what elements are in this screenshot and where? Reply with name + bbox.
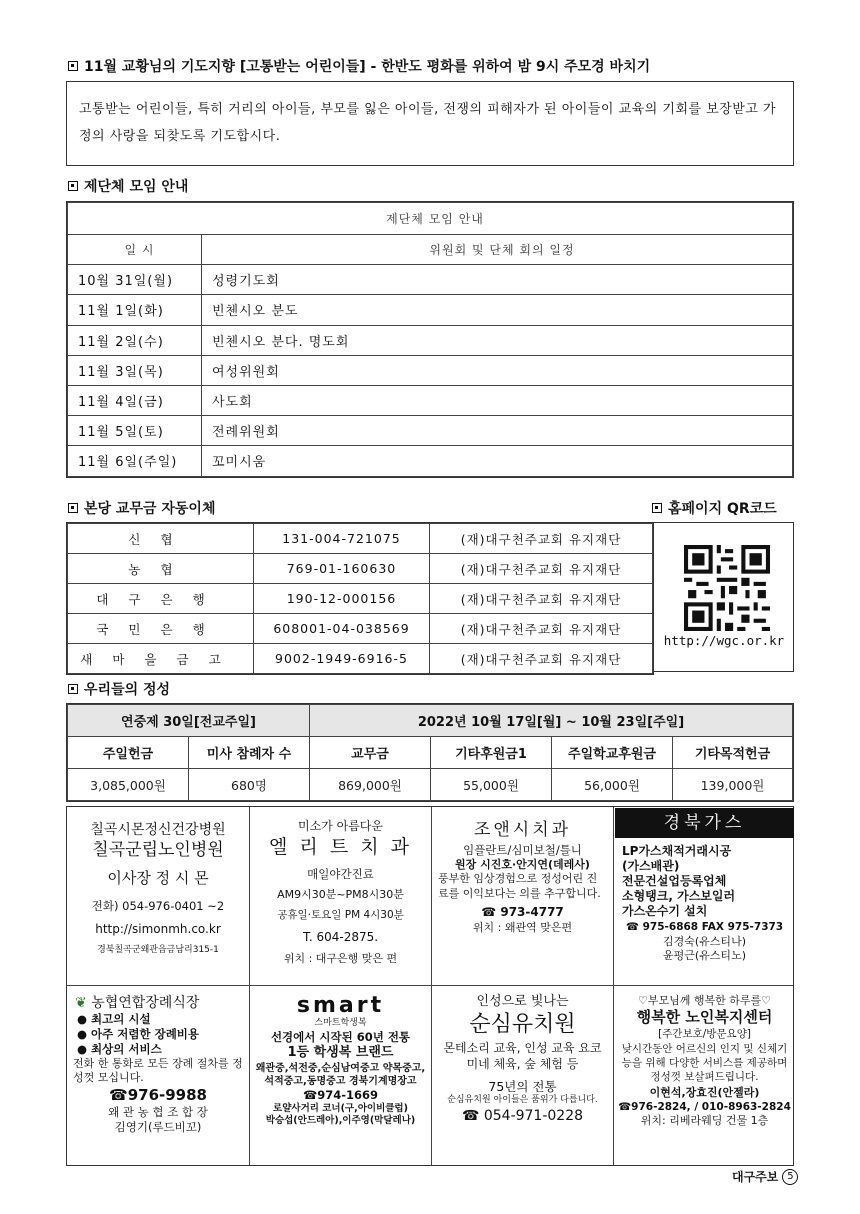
ad-funeral-text: 전화 한 통화로 모든 장례 절차를 정성껏 모십니다. xyxy=(73,1057,243,1085)
meetings-title-text: 제단체 모임 안내 xyxy=(84,179,189,195)
ad-smart-owners: 박승섭(안드레아),이주영(막달레나) xyxy=(265,1114,416,1126)
ad-joanshi-text: 풍부한 임상경험으로 정성어린 진료를 이익보다는 의를 추구합니다. xyxy=(438,872,601,900)
account-number[interactable]: 190-12-000156 xyxy=(254,584,430,614)
ad-dental-hours: AM9시30분~PM8시30분 xyxy=(277,888,404,902)
ad-funeral-phone: ☎976-9988 xyxy=(109,1085,207,1104)
table-row xyxy=(68,325,793,355)
square-bullet-icon xyxy=(652,503,662,513)
table-row xyxy=(68,385,793,415)
ad-smart-schools: 왜관중,석전중,순심남여중고 약목중고,석적중고,동명중고 경북기계명장고 xyxy=(255,1062,426,1087)
qr-code-icon[interactable] xyxy=(684,545,770,631)
ad-senior-location: 위치: 리베라웨딩 건물 1층 xyxy=(640,1114,769,1128)
ad-hospital-director: 이사장 정 시 몬 xyxy=(107,869,209,888)
ad-gas-line1: LP가스채적거래시공 xyxy=(622,844,732,859)
meeting-event: 사도회 xyxy=(202,385,793,415)
ad-dental-phone: T. 604-2875. xyxy=(302,930,379,945)
account-holder: (재)대구천주교회 유지재단 xyxy=(430,644,653,674)
account-holder: (재)대구천주교회 유지재단 xyxy=(430,614,653,644)
meeting-event: 전례위원회 xyxy=(202,416,793,446)
account-holder: (재)대구천주교회 유지재단 xyxy=(430,524,653,554)
table-row xyxy=(68,355,793,385)
bank-title-text: 본당 교무금 자동이체 xyxy=(84,501,216,517)
value-mass-attendance: 680명 xyxy=(189,769,310,801)
header-mass-attendance: 미사 참례자 수 xyxy=(189,737,310,769)
header-sunday-offering: 주일헌금 xyxy=(68,737,189,769)
table-row xyxy=(68,614,653,644)
meeting-event: 빈첸시오 분도 xyxy=(202,295,793,325)
meeting-date: 11월 6일(주일) xyxy=(68,446,202,476)
ad-senior-name: 행복한 노인복지센터 xyxy=(636,1008,773,1027)
ad-kindergarten xyxy=(432,986,613,1167)
ad-hospital-phone: 전화) 054-976-0401 ~2 xyxy=(91,898,225,913)
page-number: 5 xyxy=(782,1169,798,1185)
prayer-title-text: 11월 교황님의 기도지향 [고통받는 어린이들] - 한반도 평화를 위하여 밤 9시 주모경 바치기 xyxy=(84,59,651,75)
bank-name: 국민은행 xyxy=(68,614,254,644)
bank-name: 대구은행 xyxy=(68,584,254,614)
ad-dental-name: 엘 리 트 치 과 xyxy=(269,835,412,858)
ad-dental-location: 위치 : 대구은행 맞은 편 xyxy=(283,951,398,965)
ad-smart-uniform xyxy=(250,986,431,1167)
ad-hospital xyxy=(67,807,249,985)
ad-hospital-address: 경북칠곡군왜관읍금남리315-1 xyxy=(97,945,219,956)
table-row xyxy=(68,446,793,476)
ad-joanshi-location: 위치 : 왜관역 맞은편 xyxy=(472,920,573,934)
ad-smart-brand: 스마트학생복 xyxy=(314,1018,367,1029)
ad-kinder-slogan: 인성으로 빛나는 xyxy=(476,994,569,1009)
meeting-date: 11월 4일(금) xyxy=(68,385,202,415)
offerings-section-title xyxy=(68,679,170,699)
ad-kinder-tagline: 순심유치원 아이들은 품위가 다릅니다. xyxy=(447,1094,598,1105)
ad-senior-services: [주간보호/방문요양] xyxy=(658,1027,751,1040)
ad-gas-line3: 전문건설업등록업체 xyxy=(622,874,727,889)
ad-funeral-hall xyxy=(67,986,249,1167)
table-row xyxy=(68,295,793,325)
bank-name: 농협 xyxy=(68,554,254,584)
account-number[interactable]: 769-01-160630 xyxy=(254,554,430,584)
ads-grid xyxy=(66,806,794,1166)
ad-kinder-tradition: 75년의 전통 xyxy=(488,1078,557,1094)
ad-hospital-url[interactable]: http://simonmh.co.kr xyxy=(95,921,221,936)
value-other-support: 55,000원 xyxy=(431,769,552,801)
header-parish-dues: 교무금 xyxy=(310,737,431,769)
qr-section-title xyxy=(652,498,777,518)
ad-gas-line5: 가스온수기 설치 xyxy=(622,904,708,919)
table-row xyxy=(68,769,793,801)
meeting-event: 빈첸시오 분다. 명도회 xyxy=(202,325,793,355)
meeting-date: 11월 5일(토) xyxy=(68,416,202,446)
ad-senior-phone: ☎976-2824, / 010-8963-2824 xyxy=(618,1100,791,1113)
meetings-table xyxy=(66,201,794,478)
meeting-event: 성령기도회 xyxy=(202,265,793,295)
value-other-purpose: 139,000원 xyxy=(673,769,793,801)
ad-funeral-coop: 왜 관 농 협 조 합 장 xyxy=(108,1105,208,1120)
ad-kinder-name: 순심유치원 xyxy=(469,1011,576,1037)
ad-gas-owner2: 윤평근(유스티노) xyxy=(663,949,746,963)
offerings-table xyxy=(66,703,794,802)
ad-joanshi-name: 조앤시치과 xyxy=(473,820,572,840)
prayer-box xyxy=(66,81,794,166)
account-number[interactable]: 608001-04-038569 xyxy=(254,614,430,644)
ad-smart-phone: ☎974-1669 xyxy=(302,1087,379,1102)
bank-name: 새마을금고 xyxy=(68,644,254,674)
account-number[interactable]: 131-004-721075 xyxy=(254,524,430,554)
ad-elite-dental xyxy=(250,807,431,985)
ad-senior-text: 낮시간동안 어르신의 인지 및 신체기능을 위해 다양한 서비스를 제공하며 정성껏 보살펴드립니다. xyxy=(621,1043,788,1083)
bank-section-title xyxy=(68,498,215,518)
meetings-section-title xyxy=(68,176,188,196)
qr-title-text: 홈페이지 QR코드 xyxy=(668,501,777,517)
ad-gas-phone: ☎ 975-6868 FAX 975-7373 xyxy=(625,921,784,934)
account-number[interactable]: 9002-1949-6916-5 xyxy=(254,644,430,674)
period-label: 2022년 10월 17일[월] ~ 10월 23일[주일] xyxy=(310,705,793,737)
bank-name: 신협 xyxy=(68,524,254,554)
leaf-icon: ❦ xyxy=(75,995,87,1011)
header-other-purpose: 기타목적헌금 xyxy=(673,737,793,769)
square-bullet-icon xyxy=(68,684,78,694)
table-row xyxy=(68,416,793,446)
meeting-date: 11월 2일(수) xyxy=(68,325,202,355)
ad-senior-owners: 이현석,장효진(안젤라) xyxy=(649,1086,760,1100)
meeting-event: 꼬미시움 xyxy=(202,446,793,476)
table-row xyxy=(68,554,653,584)
meeting-event: 여성위원회 xyxy=(202,355,793,385)
meeting-date: 11월 3일(목) xyxy=(68,355,202,385)
value-sunday-school: 56,000원 xyxy=(552,769,673,801)
ad-gas-owner1: 김경숙(유스티나) xyxy=(663,934,746,948)
value-sunday-offering: 3,085,000원 xyxy=(68,769,189,801)
ad-senior-center xyxy=(614,986,795,1167)
ad-joanshi-director: 원장 시진호·안지연(데레사) xyxy=(455,858,590,872)
prayer-text: 고통받는 어린이들, 특히 거리의 아이들, 부모를 잃은 아이들, 전쟁의 피해자가 된 아이들이 교육의 기회를 보장받고 가정의 사랑을 되찾도록 기도합시다. xyxy=(79,102,777,144)
footer-label: 대구주보 xyxy=(732,1170,779,1184)
table-row xyxy=(68,524,653,554)
meeting-date: 11월 1일(화) xyxy=(68,295,202,325)
ad-hospital-line1: 칠곡시몬정신건강병원 xyxy=(90,822,226,838)
homepage-url[interactable]: http://wgc.or.kr xyxy=(663,633,785,648)
square-bullet-icon xyxy=(68,503,78,513)
value-parish-dues: 869,000원 xyxy=(310,769,431,801)
account-holder: (재)대구천주교회 유지재단 xyxy=(430,554,653,584)
ad-dental-slogan: 미소가 아름다운 xyxy=(298,819,383,833)
bank-table xyxy=(66,522,654,675)
account-holder: (재)대구천주교회 유지재단 xyxy=(430,584,653,614)
ad-smart-location: 로얄사거리 코너(구,아이비클럽) xyxy=(273,1102,408,1114)
qr-box xyxy=(654,522,794,672)
ad-funeral-name: 농협연합장례식장 xyxy=(91,995,200,1011)
ad-joanshi-services: 임플란트/심미보철/틀니 xyxy=(463,843,582,858)
ad-gas-line4: 소형탱크, 가스보일러 xyxy=(622,889,736,904)
ad-smart-rank: 1등 학생복 브랜드 xyxy=(287,1044,394,1060)
square-bullet-icon xyxy=(68,181,78,191)
ad-joanshi-phone: ☎ 973-4777 xyxy=(481,904,564,919)
col-schedule-header: 위원회 및 단체 회의 일정 xyxy=(202,235,793,265)
offerings-title-text: 우리들의 정성 xyxy=(84,682,171,698)
square-bullet-icon xyxy=(68,61,78,71)
ad-funeral-head: 김영기(루드비꼬) xyxy=(114,1120,202,1135)
col-date-header: 일 시 xyxy=(68,235,202,265)
ad-gyeongbuk-gas xyxy=(614,807,795,985)
ad-senior-slogan: ♡부모님께 행복한 하루를♡ xyxy=(638,994,771,1007)
table-row xyxy=(68,584,653,614)
page-footer xyxy=(732,1168,798,1185)
prayer-section-title xyxy=(68,56,650,76)
ad-funeral-point1: ● 최고의 시설 xyxy=(77,1012,151,1027)
table-row xyxy=(68,265,793,295)
ad-hospital-name: 칠곡군립노인병원 xyxy=(92,840,224,861)
ad-dental-night: 매일야간진료 xyxy=(307,867,374,882)
header-sunday-school: 주일학교후원금 xyxy=(552,737,673,769)
ad-kinder-phone: ☎ 054-971-0228 xyxy=(461,1107,584,1124)
ad-gas-name: 경북가스 xyxy=(615,808,794,838)
meetings-table-title: 제단체 모임 안내 xyxy=(68,203,793,235)
meeting-date: 10월 31일(월) xyxy=(68,265,202,295)
ad-dental-holiday: 공휴일·토요일 PM 4시30분 xyxy=(277,908,404,921)
table-row xyxy=(68,644,653,674)
ad-funeral-point2: ● 아주 저렴한 장례비용 xyxy=(77,1027,200,1042)
ad-funeral-point3: ● 최상의 서비스 xyxy=(77,1042,162,1057)
header-other-support: 기타후원금1 xyxy=(431,737,552,769)
ad-smart-logo: smart xyxy=(296,993,385,1018)
ad-gas-line2: (가스배관) xyxy=(622,859,680,874)
week-label: 연중제 30일[전교주일] xyxy=(68,705,310,737)
ad-kinder-programs: 몬테소리 교육, 인성 교육 요코미네 체육, 숲 체험 등 xyxy=(443,1041,602,1072)
ad-smart-tradition: 선경에서 시작된 60년 전통 xyxy=(270,1029,411,1044)
ad-joanshi-dental xyxy=(432,807,613,985)
